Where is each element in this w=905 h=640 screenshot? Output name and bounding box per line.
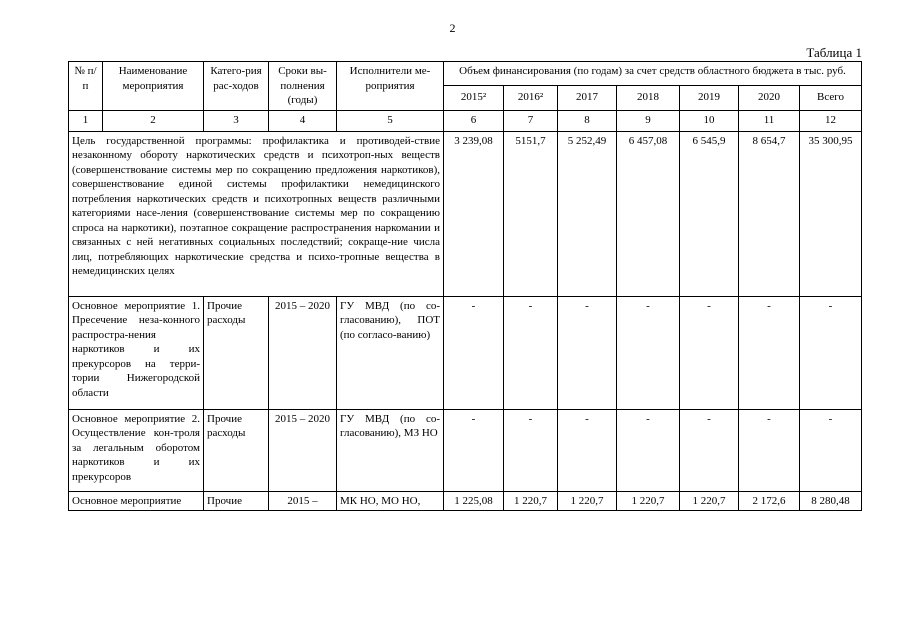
column-index: 5 bbox=[337, 110, 444, 131]
header-year: 2017 bbox=[558, 85, 617, 110]
activity-value: 1 220,7 bbox=[504, 491, 558, 511]
activity-value-total: 8 280,48 bbox=[800, 491, 862, 511]
header-year: 2016² bbox=[504, 85, 558, 110]
activity-value: 1 220,7 bbox=[617, 491, 680, 511]
goal-text: Цель государственной программы: профилактика и противодей-ствие незаконному обороту наркотических средств и психотроп-ных веществ (совершенствование системы мер по сокращению предложения наркотиков), совершенствование единой системы профилактики немедицинского потребления наркотических средств и психотропных веществ различными категориями насе-ления (совершенствование системы мер по сокращению спроса на наркотики), поэтапное сокращение распространения наркомании и связанных с ней негативных социальных последствий; сокраще-ние числа лиц, потребляющих наркотические средства и психо-тропные вещества в немедицинских целях bbox=[69, 131, 444, 296]
column-index: 9 bbox=[617, 110, 680, 131]
activity-terms: 2015 – 2020 bbox=[269, 409, 337, 491]
activity-value: - bbox=[444, 409, 504, 491]
header-executors: Исполнители ме-роприятия bbox=[337, 62, 444, 111]
activity-name: Основное мероприятие 2. Осуществление кон-троля за легальным оборотом наркотиков и их прекурсоров bbox=[69, 409, 204, 491]
index-row bbox=[69, 110, 862, 131]
column-index: 6 bbox=[444, 110, 504, 131]
activity-value: 1 220,7 bbox=[680, 491, 739, 511]
funding-table bbox=[68, 61, 862, 511]
header-num: № п/п bbox=[69, 62, 103, 111]
activity-value: - bbox=[558, 296, 617, 409]
activity-name: Основное мероприятие bbox=[69, 491, 204, 511]
activity-value: - bbox=[444, 296, 504, 409]
column-index: 7 bbox=[504, 110, 558, 131]
activity-value: - bbox=[617, 409, 680, 491]
activity-row bbox=[69, 296, 862, 409]
activity-value: - bbox=[558, 409, 617, 491]
header-total: Всего bbox=[800, 85, 862, 110]
activity-row bbox=[69, 491, 862, 511]
goal-value-2020: 8 654,7 bbox=[739, 131, 800, 296]
header-year: 2015² bbox=[444, 85, 504, 110]
column-index: 12 bbox=[800, 110, 862, 131]
header-funding: Объем финансирования (по годам) за счет средств областного бюджета в тыс. руб. bbox=[444, 62, 862, 86]
column-index: 1 bbox=[69, 110, 103, 131]
activity-executors: МК НО, МО НО, bbox=[337, 491, 444, 511]
activity-row bbox=[69, 409, 862, 491]
column-index: 4 bbox=[269, 110, 337, 131]
activity-executors: ГУ МВД (по со-гласованию), МЗ НО bbox=[337, 409, 444, 491]
page-number: 2 bbox=[449, 21, 456, 35]
header-category: Катего-рия рас-ходов bbox=[204, 62, 269, 111]
activity-terms: 2015 – bbox=[269, 491, 337, 511]
activity-value: 1 225,08 bbox=[444, 491, 504, 511]
activity-executors: ГУ МВД (по со-гласованию), ПОТ (по согласо-ванию) bbox=[337, 296, 444, 409]
goal-value-2015: 3 239,08 bbox=[444, 131, 504, 296]
header-year: 2020 bbox=[739, 85, 800, 110]
goal-value-2018: 6 457,08 bbox=[617, 131, 680, 296]
goal-value-2016: 5151,7 bbox=[504, 131, 558, 296]
header-year: 2018 bbox=[617, 85, 680, 110]
activity-value: - bbox=[739, 296, 800, 409]
activity-terms: 2015 – 2020 bbox=[269, 296, 337, 409]
activity-value: - bbox=[504, 296, 558, 409]
activity-value: 1 220,7 bbox=[558, 491, 617, 511]
activity-category: Прочие расходы bbox=[204, 296, 269, 409]
goal-row bbox=[69, 131, 862, 296]
column-index: 8 bbox=[558, 110, 617, 131]
table-caption: Таблица 1 bbox=[806, 45, 862, 60]
column-index: 3 bbox=[204, 110, 269, 131]
goal-value-2019: 6 545,9 bbox=[680, 131, 739, 296]
header-terms: Сроки вы-полнения (годы) bbox=[269, 62, 337, 111]
activity-value: - bbox=[739, 409, 800, 491]
activity-value-total: - bbox=[800, 409, 862, 491]
activity-value: - bbox=[504, 409, 558, 491]
activity-category: Прочие расходы bbox=[204, 409, 269, 491]
column-index: 11 bbox=[739, 110, 800, 131]
activity-value: 2 172,6 bbox=[739, 491, 800, 511]
activity-value: - bbox=[680, 296, 739, 409]
activity-category: Прочие bbox=[204, 491, 269, 511]
header-row bbox=[69, 62, 862, 86]
activity-value: - bbox=[680, 409, 739, 491]
activity-name: Основное мероприятие 1. Пресечение неза-конного распростра-нения наркотиков и их прекурсоров на терри-тории Нижегородской области bbox=[69, 296, 204, 409]
column-index: 2 bbox=[103, 110, 204, 131]
goal-value-2017: 5 252,49 bbox=[558, 131, 617, 296]
activity-value: - bbox=[617, 296, 680, 409]
column-index: 10 bbox=[680, 110, 739, 131]
goal-value-total: 35 300,95 bbox=[800, 131, 862, 296]
header-year: 2019 bbox=[680, 85, 739, 110]
header-name: Наименование мероприятия bbox=[103, 62, 204, 111]
activity-value-total: - bbox=[800, 296, 862, 409]
